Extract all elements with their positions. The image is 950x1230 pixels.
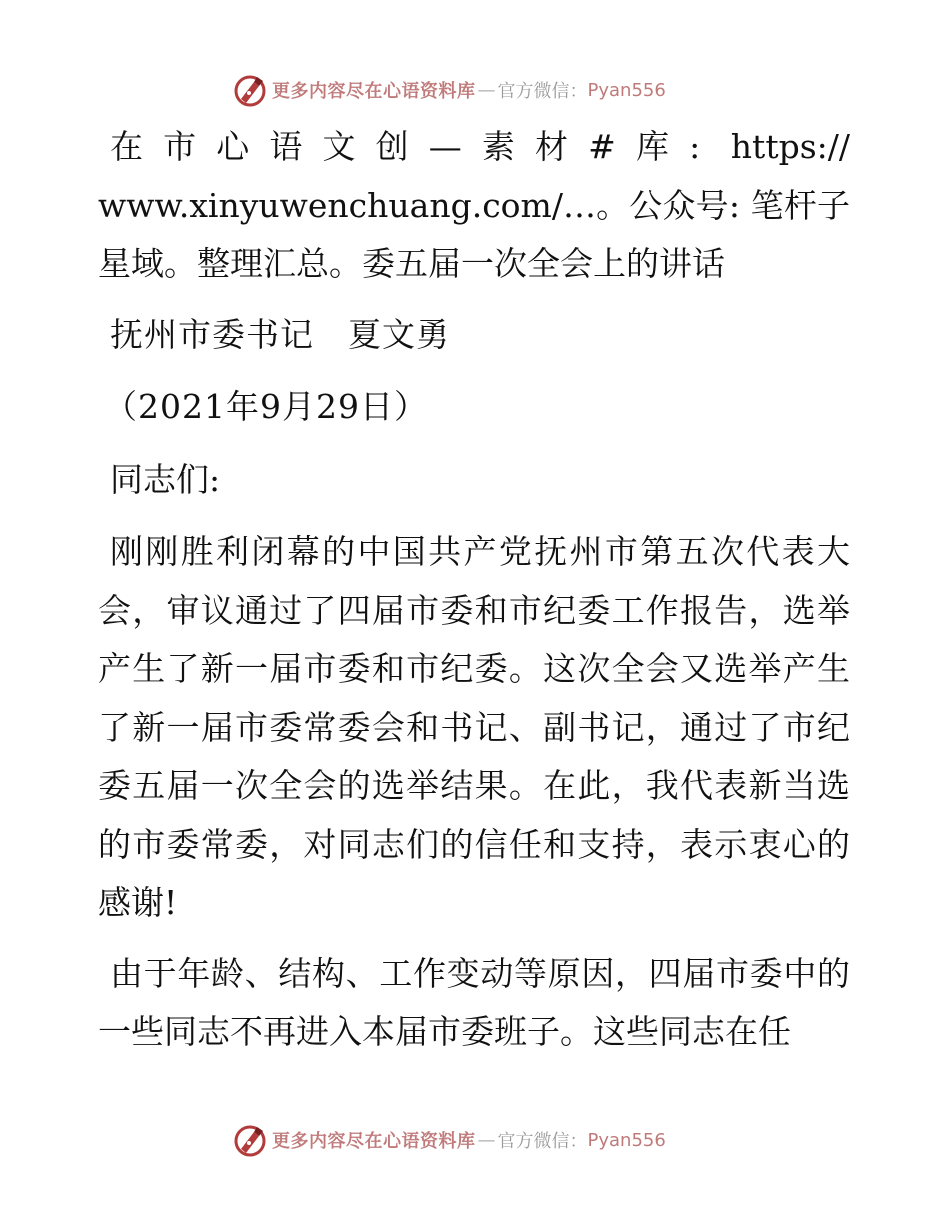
- watermark-wechat-id: Pyan556: [587, 79, 666, 101]
- watermark-header: [232, 72, 666, 108]
- watermark-text: 更多内容尽在心语资料库: [272, 1131, 476, 1152]
- body-paragraph-1: 刚刚胜利闭幕的中国共产党抚州市第五次代表大会，审议通过了四届市委和市纪委工作报告，选举产生了新一届市委和市纪委。这次全会又选举产生了新一届市委常委会和书记、副书记，通过了市纪委五届一次全会的选举结果。在此，我代表新当选的市委常委，对同志们的信任和支持，表示衷心的感谢!: [98, 532, 850, 922]
- watermark-text: 更多内容尽在心语资料库: [272, 81, 476, 102]
- watermark-dash: —: [477, 1129, 496, 1151]
- pen-nib-circle-icon: [232, 1122, 268, 1158]
- watermark-footer: [232, 1122, 666, 1158]
- watermark-dash: —: [477, 79, 496, 101]
- watermark-wechat-id: Pyan556: [587, 1129, 666, 1151]
- date-line: （2021年9月29日）: [104, 387, 428, 426]
- watermark-wechat-label: 官方微信：: [497, 1131, 588, 1152]
- body-paragraph-2: 由于年龄、结构、工作变动等原因，四届市委中的一些同志不再进入本届市委班子。这些同志在任: [98, 953, 850, 1051]
- greeting: 同志们:: [110, 459, 221, 499]
- document-header-paragraph: 在市心语文创—素材#库: https:// www.xinyuwenchuang.com/…。公众号: 笔杆子星域。整理汇总。委五届一次全会上的讲话: [98, 127, 850, 283]
- pen-nib-circle-icon: [232, 72, 268, 108]
- author-line: 抚州市委书记 夏文勇: [110, 314, 450, 354]
- watermark-wechat-label: 官方微信：: [497, 81, 588, 102]
- document-body: [98, 118, 850, 1074]
